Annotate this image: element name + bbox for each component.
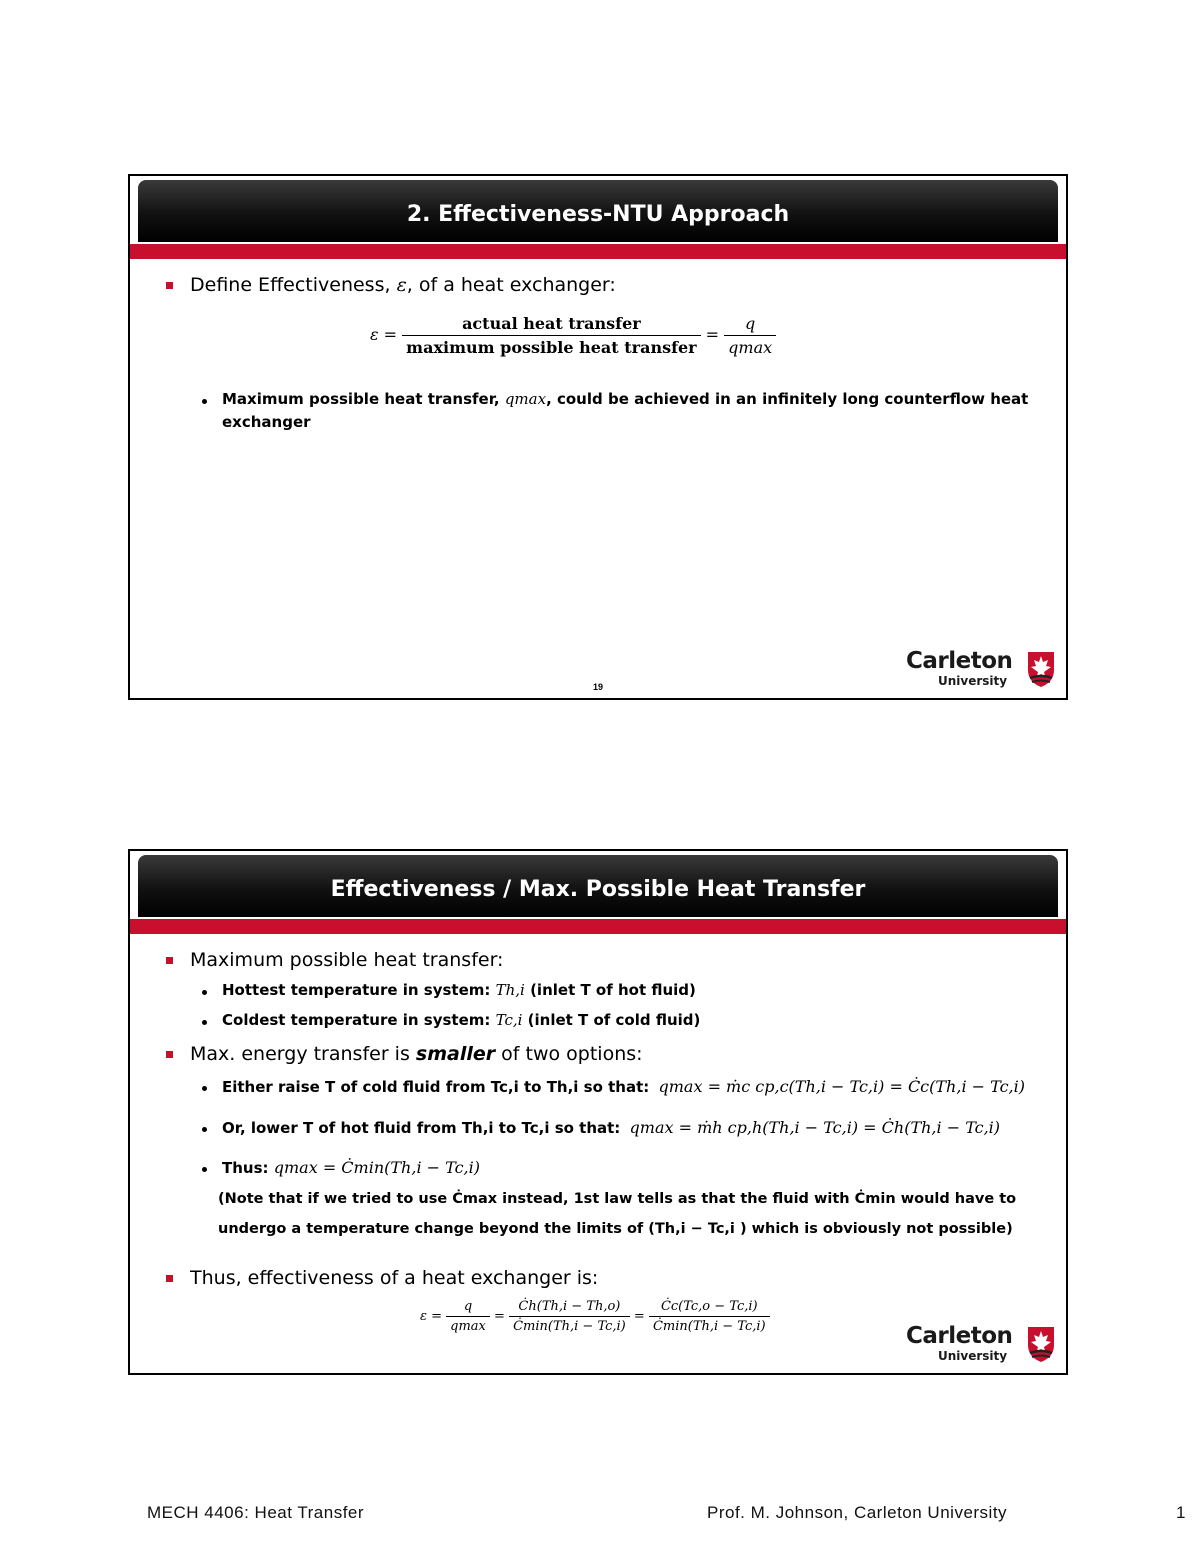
sub-bullet-hottest: Hottest temperature in system: Th,i (inlet T of hot fluid) xyxy=(222,981,696,999)
note-line-1: (Note that if we tried to use Ċmax instead, 1st law tells as that the fluid with Ċmin would have to xyxy=(218,1191,1017,1207)
accent-bar xyxy=(130,919,1066,934)
sub-bullet-coldest: Coldest temperature in system: Tc,i (inlet T of cold fluid) xyxy=(222,1011,701,1029)
bullet-max-energy-transfer: Max. energy transfer is smaller of two options: xyxy=(190,1043,643,1065)
fraction: $\frac{\text{actual heat transfer}}{\text{maximum possible heat transfer}}$ xyxy=(402,314,700,357)
round-bullet-icon xyxy=(202,1086,207,1091)
round-bullet-icon xyxy=(202,1167,207,1172)
slide-19 xyxy=(128,174,1068,700)
round-bullet-icon xyxy=(202,990,207,995)
round-bullet-icon xyxy=(202,399,207,404)
fraction-hot-side: $\frac{Ċh(Th,i - Th,o)}{Ċ\min(Th,i - Tc,i)}$ xyxy=(509,1299,630,1334)
square-bullet-icon xyxy=(166,1051,173,1058)
slide-max-heat-transfer xyxy=(128,849,1068,1375)
bullet-effectiveness-final: Thus, effectiveness of a heat exchanger is: xyxy=(190,1267,599,1289)
footer-page-number: 1 xyxy=(1176,1503,1186,1522)
sub-bullet-thus: Thus: qmax = Ċmin(Th,i − Tc,i) xyxy=(222,1158,480,1177)
round-bullet-icon xyxy=(202,1127,207,1132)
fraction-cold-side: $\frac{Ċc(Tc,o - Tc,i)}{Ċ\min(Th,i - Tc,i)}$ xyxy=(649,1299,770,1334)
sub-bullet-lower-hot: Or, lower T of hot fluid from Th,i to Tc,i so that: qmax = ṁh cp,h(Th,i − Tc,i) = Ċh(Th,i − Tc,i) xyxy=(222,1118,1001,1137)
title-banner xyxy=(138,855,1058,917)
round-bullet-icon xyxy=(202,1020,207,1025)
sub-bullet-max-heat-transfer-cont: exchanger xyxy=(222,413,311,431)
carleton-logo: Carleton University xyxy=(906,1323,1056,1367)
sub-bullet-max-heat-transfer: Maximum possible heat transfer, qmax, could be achieved in an infinitely long counterflow heat xyxy=(222,390,1029,408)
bullet-define-effectiveness: Define Effectiveness, ε, of a heat exchanger: xyxy=(190,274,616,296)
accent-bar xyxy=(130,244,1066,259)
fraction-q-over-qmax: $\frac{q}{qmax}$ xyxy=(446,1299,490,1334)
effectiveness-equation: ε = $\frac{\text{actual heat transfer}}{\text{maximum possible heat transfer}}$ = $\frac{q}{qmax}$ xyxy=(370,314,776,357)
square-bullet-icon xyxy=(166,957,173,964)
title-banner xyxy=(138,180,1058,242)
slide-page-number: 19 xyxy=(592,682,603,692)
carleton-logo: Carleton University xyxy=(906,648,1056,692)
slide-title: Effectiveness / Max. Possible Heat Transfer xyxy=(330,877,866,902)
footer-course: MECH 4406: Heat Transfer xyxy=(147,1503,365,1522)
fraction-q-over-qmax: $\frac{q}{qmax}$ xyxy=(724,314,776,357)
note-line-2: undergo a temperature change beyond the limits of (Th,i − Tc,i ) which is obviously not possible) xyxy=(218,1221,1013,1237)
maple-leaf-shield-icon xyxy=(1026,650,1056,688)
slide-title: 2. Effectiveness-NTU Approach xyxy=(406,202,790,227)
sub-bullet-raise-cold: Either raise T of cold fluid from Tc,i to Th,i so that: qmax = ṁc cp,c(Th,i − Tc,i) = Ċc(Th,i − Tc,i) xyxy=(222,1077,1025,1096)
footer-author: Prof. M. Johnson, Carleton University xyxy=(707,1503,1008,1522)
maple-leaf-shield-icon xyxy=(1026,1325,1056,1363)
effectiveness-final-equation: ε = $\frac{q}{qmax}$ = $\frac{Ċh(Th,i - Th,o)}{Ċ\min(Th,i - Tc,i)}$ = $\frac{Ċc(Tc,o - Tc,i)}{Ċ\min(Th,i - Tc,i)}$ xyxy=(420,1299,770,1334)
bullet-max-heat-transfer: Maximum possible heat transfer: xyxy=(190,949,504,971)
square-bullet-icon xyxy=(166,1275,173,1282)
square-bullet-icon xyxy=(166,282,173,289)
